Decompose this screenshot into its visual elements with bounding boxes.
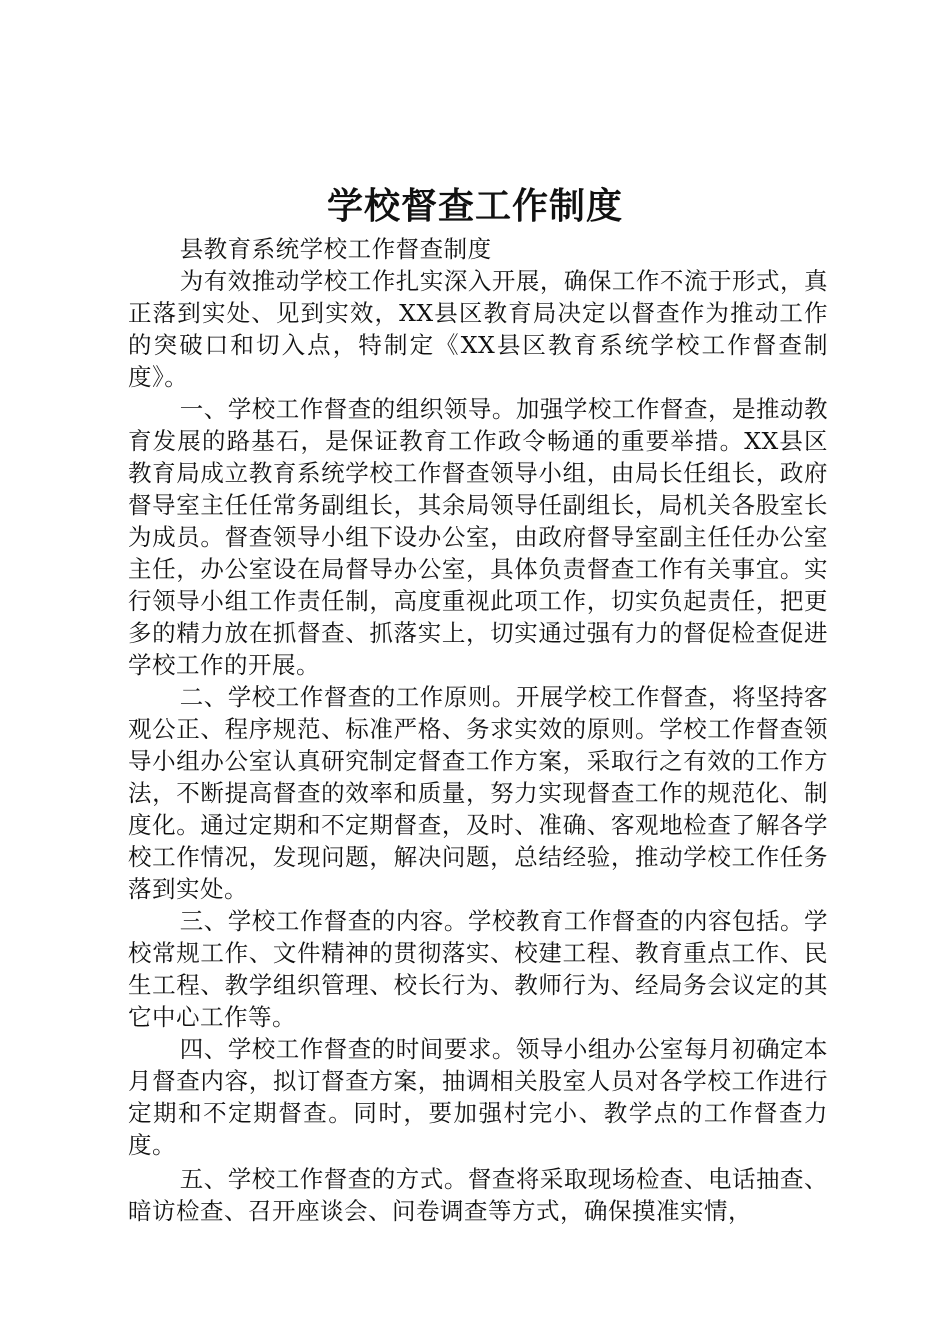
section-1-paragraph: 一、学校工作督查的组织领导。加强学校工作督查，是推动教育发展的路基石，是保证教育工作政令畅通的重要举措。XX县区教育局成立教育系统学校工作督查领导小组，由局长任组长，政府督导室主任任常务副组长，其余局领导任副组长，局机关各股室长为成员。督查领导小组下设办公室，由政府督导室副主任任办公室主任，办公室设在局督导办公室，具体负责督查工作有关事宜。实行领导小组工作责任制，高度重视此项工作，切实负起责任，把更多的精力放在抓督查、抓落实上，切实通过强有力的督促检查促进学校工作的开展。 xyxy=(128,395,828,679)
intro-paragraph: 为有效推动学校工作扎实深入开展，确保工作不流于形式，真正落到实处、见到实效，XX县区教育局决定以督查作为推动工作的突破口和切入点，特制定《XX县区教育系统学校工作督查制度》。 xyxy=(128,267,828,391)
section-3-paragraph: 三、学校工作督查的内容。学校教育工作督查的内容包括。学校常规工作、文件精神的贯彻落实、校建工程、教育重点工作、民生工程、教学组织管理、校长行为、教师行为、经局务会议定的其它中心工作等。 xyxy=(128,907,828,1031)
document-title: 学校督查工作制度 xyxy=(326,186,623,227)
section-2-paragraph: 二、学校工作督查的工作原则。开展学校工作督查，将坚持客观公正、程序规范、标准严格、务求实效的原则。学校工作督查领导小组办公室认真研究制定督查工作方案，采取行之有效的工作方法，不断提高督查的效率和质量，努力实现督查工作的规范化、制度化。通过定期和不定期督查，及时、准确、客观地检查了解各学校工作情况，发现问题，解决问题，总结经验，推动学校工作任务落到实处。 xyxy=(128,683,828,903)
section-5-paragraph: 五、学校工作督查的方式。督查将采取现场检查、电话抽查、暗访检查、召开座谈会、问卷调查等方式，确保摸准实情， xyxy=(128,1165,828,1225)
section-4-paragraph: 四、学校工作督查的时间要求。领导小组办公室每月初确定本月督查内容，拟订督查方案，抽调相关股室人员对各学校工作进行定期和不定期督查。同时，要加强村完小、教学点的工作督查力度。 xyxy=(128,1035,828,1159)
subtitle-paragraph: 县教育系统学校工作督查制度 xyxy=(179,235,492,263)
document-body xyxy=(128,233,828,1227)
